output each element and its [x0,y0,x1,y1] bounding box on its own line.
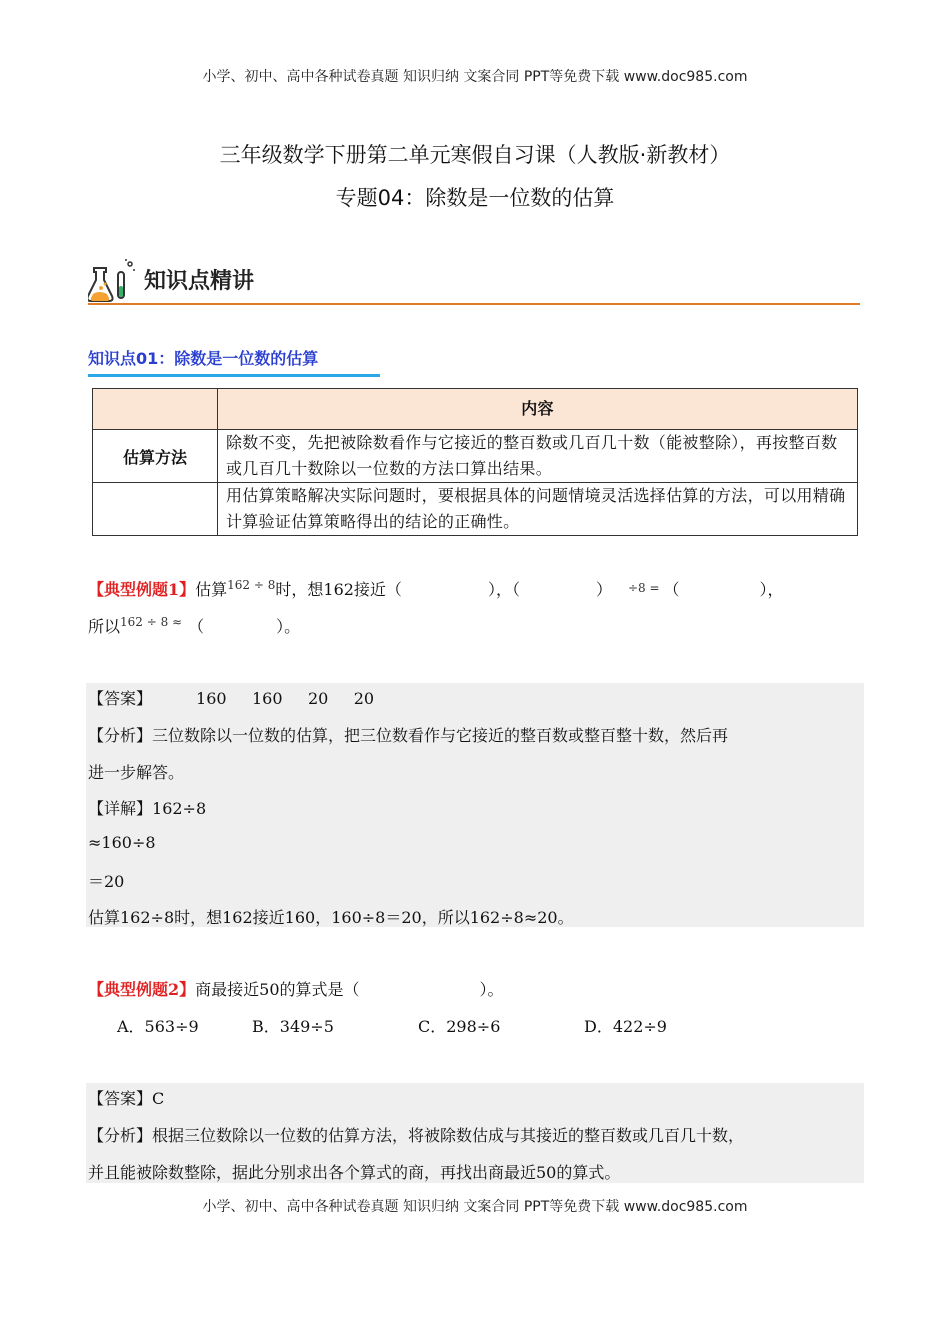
table-row [93,483,858,536]
table-row-content: 除数不变，先把被除数看作与它接近的整百数或几百几十数（能被整除），再按整百数或几百几十数除以一位数的方法口算出结果。 [218,430,858,483]
example1-text: ）。 [276,617,301,636]
example2-tag: 【典型例题2】 [88,980,196,999]
table-row-label: 估算方法 [93,430,218,483]
example2-answer [88,1086,164,1109]
example1-expr: 162 ÷ 8 [227,578,276,592]
detail-text: 162÷8 [152,799,207,818]
example2-analysis [88,1123,744,1146]
analysis-label: 【分析】 [88,1126,153,1145]
page-footer: 小学、初中、高中各种试卷真题 知识归纳 文案合同 PPT等免费下载 www.doc985.com [202,1199,748,1215]
table-header-empty [93,389,218,430]
example1-analysis-cont: 进一步解答。 [88,763,185,782]
table-header-row [93,389,858,430]
example1-detail-step: ＝20 [88,872,125,891]
example1-detail [88,796,206,819]
example1-text: 所以 [88,617,121,636]
option-d: D．422÷9 [584,1017,667,1036]
answer-label: 【答案】 [88,689,153,708]
answer-value: C [152,1089,165,1108]
example1-text: 估算 [195,580,228,599]
answer-label: 【答案】 [88,1089,153,1108]
knowledge-table [92,388,858,536]
page-title: 三年级数学下册第二单元寒假自习课（人教版·新教材） [219,143,731,167]
example2-question [88,977,504,1000]
option-c: C．298÷6 [418,1017,501,1036]
example1-question-line1 [88,577,784,600]
page-subtitle: 专题04：除数是一位数的估算 [335,186,615,210]
answer-values: 160 160 20 20 [196,689,375,708]
example1-expr: ÷8 = [627,581,660,595]
example1-answer [88,686,374,709]
knowledge-point-title: 知识点01：除数是一位数的估算 [88,349,319,368]
example1-detail-conclusion: 估算162÷8时，想162接近160，160÷8＝20，所以162÷8≈20。 [88,908,574,927]
analysis-text: 根据三位数除以一位数的估算方法，将被除数估成与其接近的整百数或几百几十数， [152,1126,745,1145]
lab-flask-icon [88,258,138,304]
example2-text: ）。 [479,980,504,999]
example1-text: （ [663,580,680,599]
example1-analysis [88,723,728,746]
option-a: A．563÷9 [117,1017,199,1036]
analysis-text: 三位数除以一位数的估算，把三位数看作与它接近的整百数或整百整十数，然后再 [152,726,729,745]
table-row [93,430,858,483]
detail-label: 【详解】 [88,799,153,818]
example1-text: ） [595,580,612,599]
page-header: 小学、初中、高中各种试卷真题 知识归纳 文案合同 PPT等免费下载 www.doc985.com [202,69,748,85]
option-b: B．349÷5 [252,1017,334,1036]
example1-question-line2 [88,614,300,637]
table-row-content: 用估算策略解决实际问题时，要根据具体的问题情境灵活选择估算的方法，可以用精确计算验证估算策略得出的结论的正确性。 [218,483,858,536]
analysis-label: 【分析】 [88,726,153,745]
table-header-content: 内容 [218,389,858,430]
table-row-label [93,483,218,536]
example1-text: 时，想162接近（ [275,580,402,599]
example1-detail-step: ≈160÷8 [88,833,156,852]
banner-divider [88,303,860,305]
section-banner: 知识点精讲 [144,269,255,294]
example1-text: ）， [759,580,784,599]
example2-analysis-cont: 并且能被除数整除，据此分别求出各个算式的商，再找出商最近50的算式。 [88,1163,621,1182]
example1-expr: 162 ÷ 8 ≈ [120,615,183,629]
example1-text: （ [188,617,205,636]
example1-text: ），（ [487,580,520,599]
example2-text: 商最接近50的算式是（ [195,980,360,999]
knowledge-point-underline [88,374,380,377]
example1-tag: 【典型例题1】 [88,580,196,599]
